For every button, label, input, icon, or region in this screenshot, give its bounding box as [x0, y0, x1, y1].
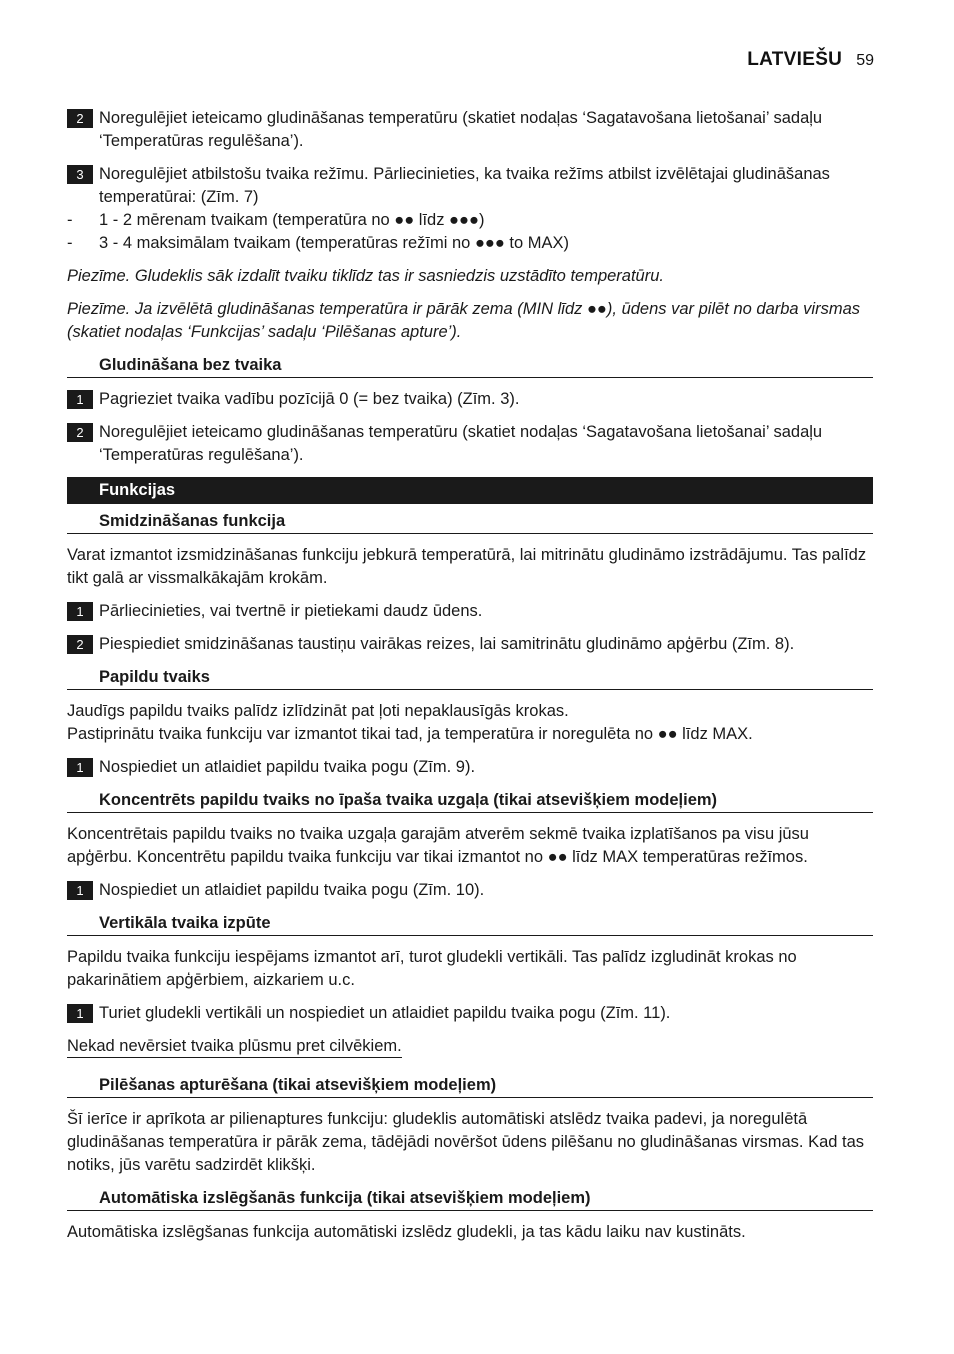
section-heading: Funkcijas [67, 477, 873, 504]
bullet-dash: - [67, 211, 73, 229]
note-text: Piezīme. Gludeklis sāk izdalīt tvaiku tiklīdz tas ir sasniedzis uzstādīto temperatūru. [67, 267, 664, 285]
subsection-heading: Pilēšanas apturēšana (tikai atsevišķiem modeļiem) [67, 1074, 873, 1098]
step-number-badge: 1 [67, 390, 93, 409]
subsection-heading: Vertikāla tvaika izpūte [67, 912, 873, 936]
step-text: Piespiediet smidzināšanas taustiņu vairākas reizes, lai samitrinātu gludināmo apģērbu (Zīm. 8). [99, 635, 795, 653]
step-item [67, 756, 873, 779]
step-number-badge: 2 [67, 109, 93, 128]
subsection-heading: Automātiska izslēgšanās funkcija (tikai atsevišķiem modeļiem) [67, 1187, 873, 1211]
step-item [67, 879, 873, 902]
paragraph: Koncentrētais papildu tvaiks no tvaika uzgaļa garajām atverēm sekmē tvaika izplatīšanos pa visu jūsu apģērbu. Koncentrētu papildu tvaika funkciju var tikai izmantot no ●● līdz MAX temperatūras režīmos. [67, 825, 809, 866]
page-header [747, 49, 874, 71]
bullet-text: 1 - 2 mērenam tvaikam (temperatūra no ●● līdz ●●●) [99, 211, 485, 229]
step-text: Nospiediet un atlaidiet papildu tvaika pogu (Zīm. 10). [99, 881, 485, 899]
step-number-badge: 1 [67, 881, 93, 900]
step-number-badge: 1 [67, 758, 93, 777]
bullet-text: 3 - 4 maksimālam tvaikam (temperatūras režīmi no ●●● to MAX) [99, 234, 570, 252]
step-number-badge: 2 [67, 635, 93, 654]
step-text: Noregulējiet ieteicamo gludināšanas temperatūru (skatiet nodaļas ‘Sagatavošana lietošanai’ sadaļu ‘Temperatūras regulēšana’). [99, 109, 823, 150]
paragraph: Papildu tvaika funkciju iespējams izmantot arī, turot gludekli vertikāli. Tas palīdz izgludināt krokas no pakarinātiem apģērbiem, aizkariem u.c. [67, 948, 797, 989]
language-label: LATVIEŠU [747, 49, 843, 70]
step-item [67, 421, 873, 467]
step-text: Pārliecinieties, vai tvertnē ir pietiekami daudz ūdens. [99, 602, 483, 620]
step-text: Pagrieziet tvaika vadību pozīcijā 0 (= bez tvaika) (Zīm. 3). [99, 390, 520, 408]
paragraph: Pastiprinātu tvaika funkciju var izmantot tikai tad, ja temperatūra ir noregulēta no ●● līdz MAX. [67, 725, 753, 743]
page-number: 59 [856, 52, 874, 69]
step-item [67, 388, 873, 411]
subsection-heading: Gludināšana bez tvaika [67, 354, 873, 378]
subsection-heading: Smidzināšanas funkcija [67, 510, 873, 534]
note-text: Piezīme. Ja izvēlētā gludināšanas temperatūra ir pārāk zema (MIN līdz ●●), ūdens var pilēt no darba virsmas (skatiet nodaļas ‘Funkcijas’ sadaļu ‘Pilēšanas apture’). [67, 300, 861, 341]
step-item [67, 107, 873, 153]
paragraph: Šī ierīce ir aprīkota ar pilienaptures funkciju: gludeklis automātiski atslēdz tvaika padevi, ja noregulētā gludināšanas temperatūra ir pārāk zema, tādējādi novēršot ūdens pilēšanu no gludināšanas virsmas. Kad tas notiks, jūs varētu sadzirdēt klikšķi. [67, 1110, 865, 1174]
warning-text: Nekad nevērsiet tvaika plūsmu pret cilvēkiem. [67, 1035, 402, 1058]
subsection-heading: Koncentrēts papildu tvaiks no īpaša tvaika uzgaļa (tikai atsevišķiem modeļiem) [67, 789, 873, 813]
step-item [67, 163, 873, 209]
step-item [67, 600, 873, 623]
step-number-badge: 3 [67, 165, 93, 184]
bullet-dash: - [67, 234, 73, 252]
step-item [67, 633, 873, 656]
step-number-badge: 1 [67, 1004, 93, 1023]
step-number-badge: 1 [67, 602, 93, 621]
step-text: Noregulējiet atbilstošu tvaika režīmu. Pārliecinieties, ka tvaika režīms atbilst izvēlētajai gludināšanas temperatūrai: (Zīm. 7) [99, 165, 830, 206]
bullet-item [67, 232, 873, 255]
step-item [67, 1002, 873, 1025]
step-text: Noregulējiet ieteicamo gludināšanas temperatūru (skatiet nodaļas ‘Sagatavošana lietošanai’ sadaļu ‘Temperatūras regulēšana’). [99, 423, 823, 464]
paragraph: Varat izmantot izsmidzināšanas funkciju jebkurā temperatūrā, lai mitrinātu gludināmo izstrādājumu. Tas palīdz tikt galā ar vissmalkākajām krokām. [67, 546, 867, 587]
bullet-item [67, 209, 873, 232]
step-text: Turiet gludekli vertikāli un nospiediet un atlaidiet papildu tvaika pogu (Zīm. 11). [99, 1004, 671, 1022]
step-number-badge: 2 [67, 423, 93, 442]
page-content [67, 107, 873, 1254]
subsection-heading: Papildu tvaiks [67, 666, 873, 690]
paragraph: Jaudīgs papildu tvaiks palīdz izlīdzināt pat ļoti nepaklausīgās krokas. [67, 702, 569, 720]
paragraph: Automātiska izslēgšanas funkcija automātiski izslēdz gludekli, ja tas kādu laiku nav kustināts. [67, 1223, 746, 1241]
step-text: Nospiediet un atlaidiet papildu tvaika pogu (Zīm. 9). [99, 758, 476, 776]
